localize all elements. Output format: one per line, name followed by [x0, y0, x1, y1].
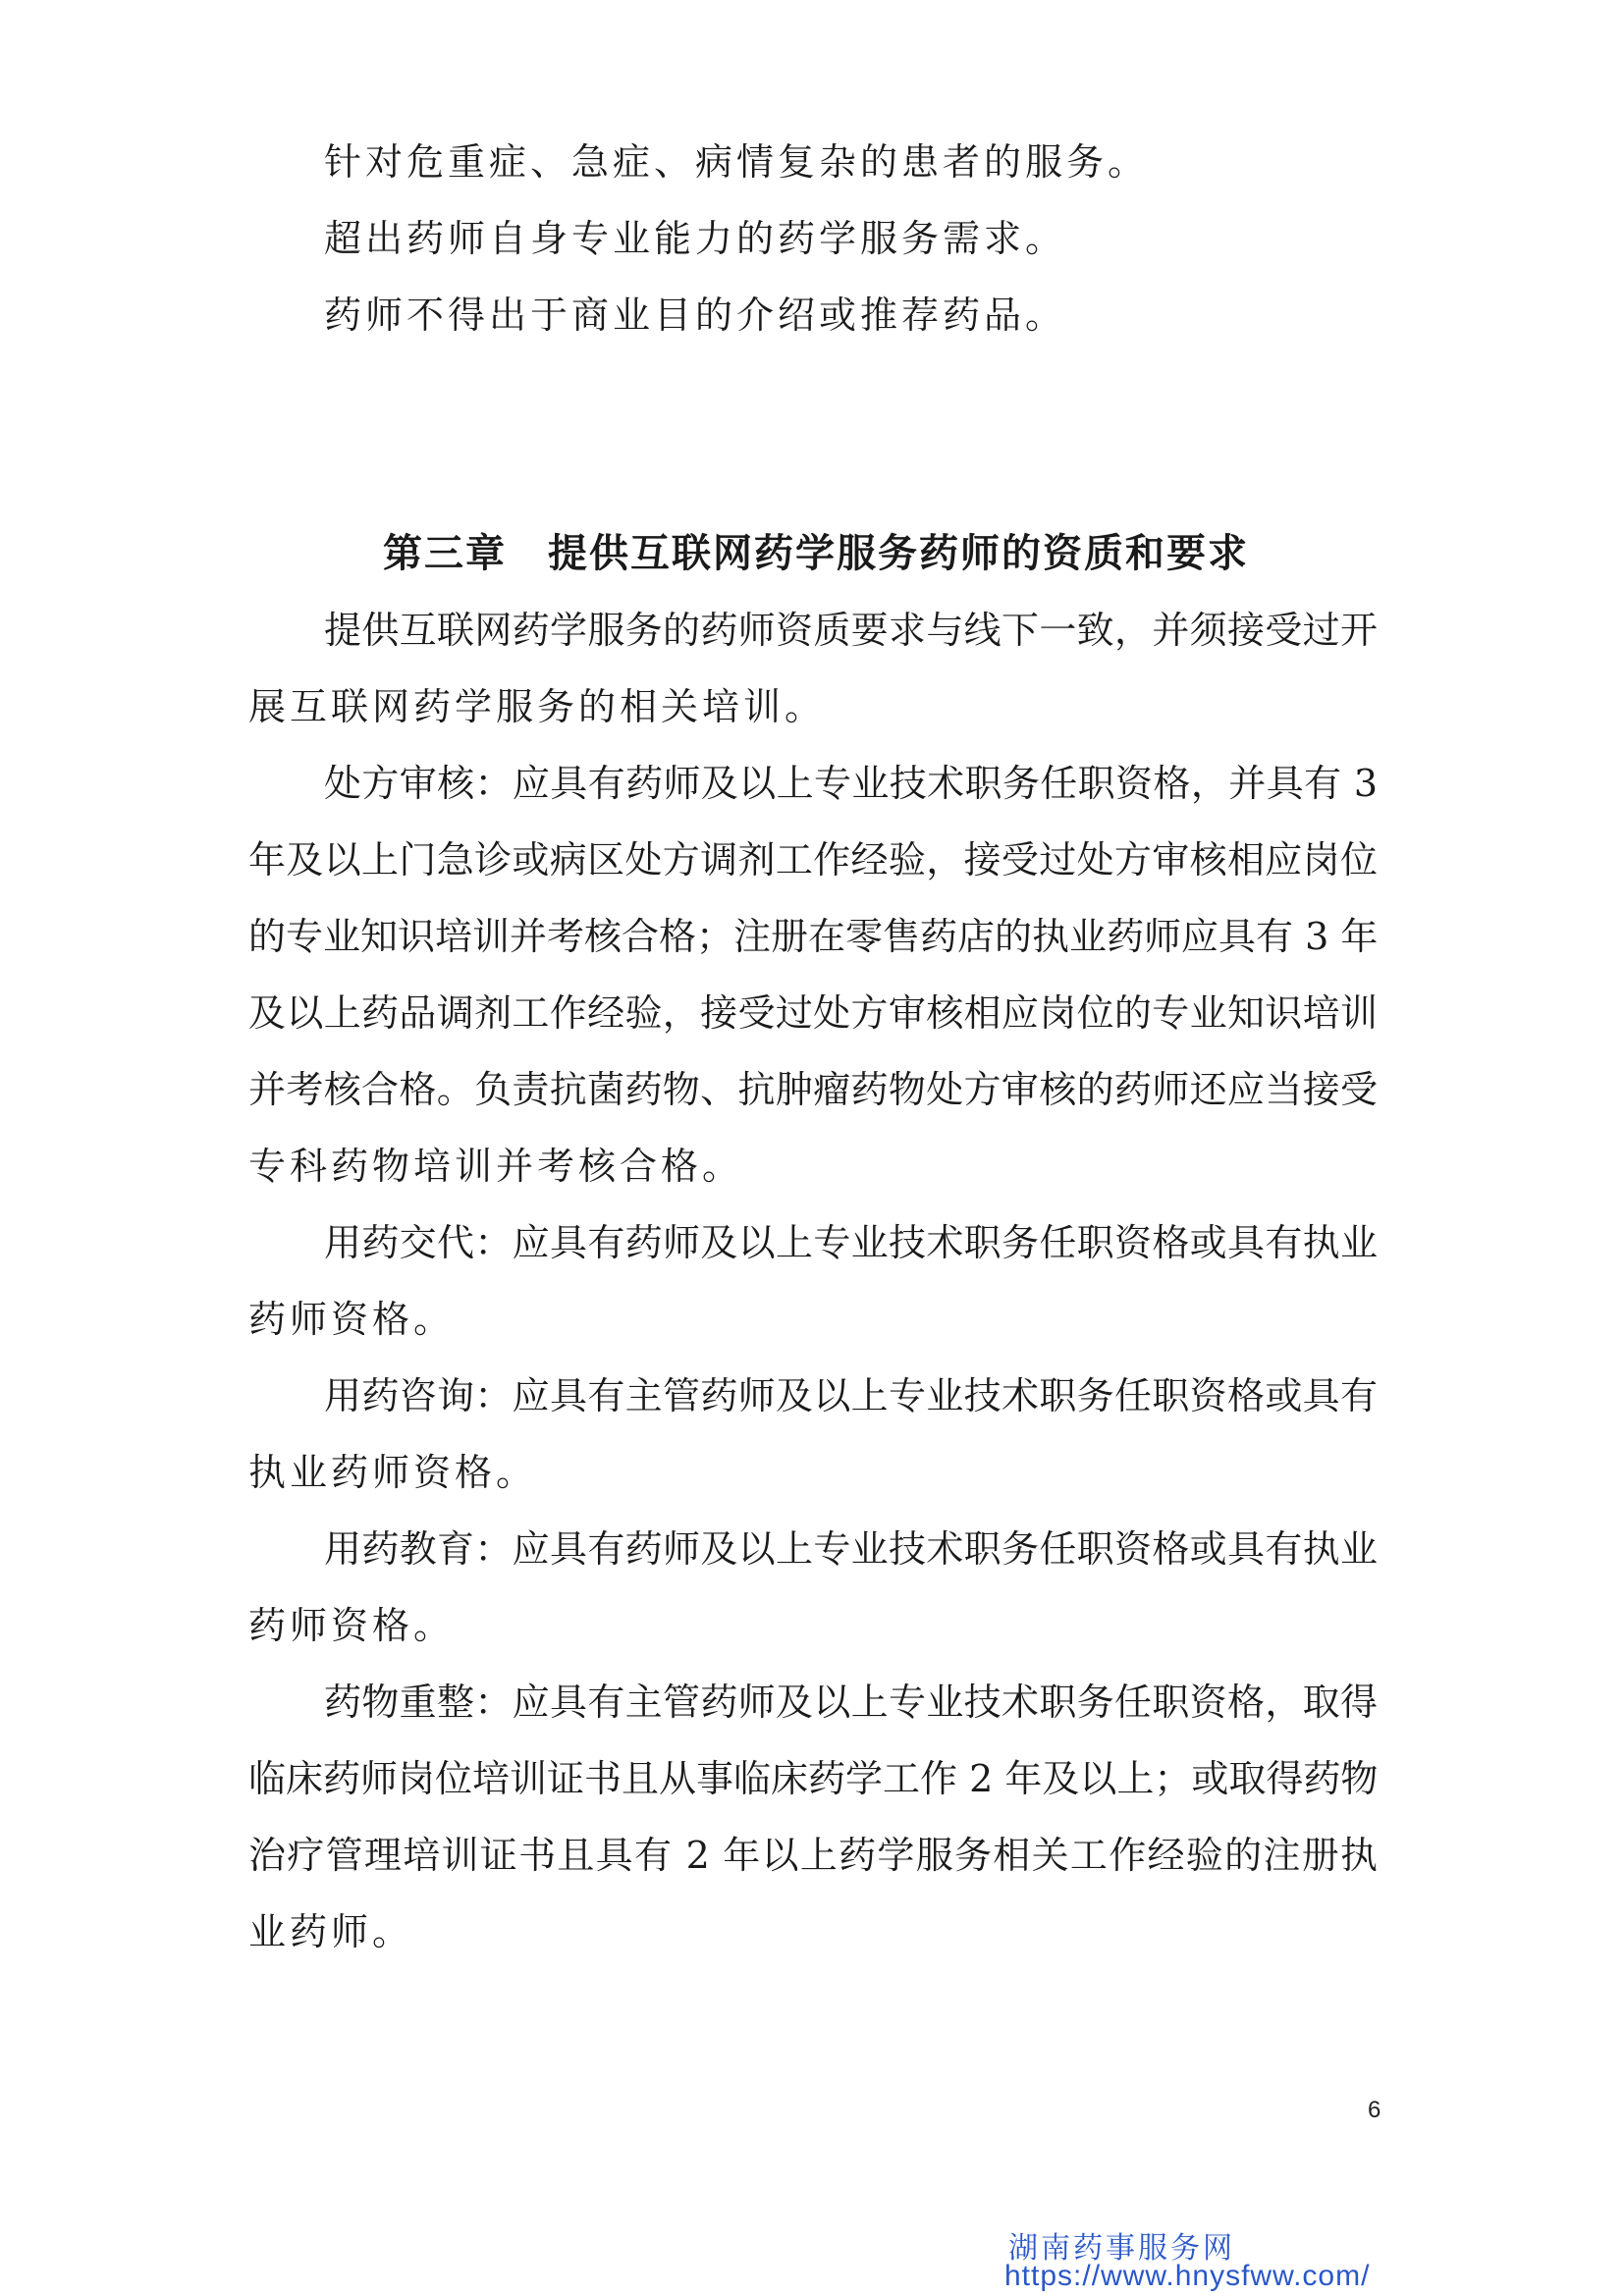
intro-line-3: 药师不得出于商业目的介绍或推荐药品。: [324, 294, 1067, 337]
paragraph-line: 用药交代：应具有药师及以上专业技术职务任职资格或具有执业: [324, 1221, 1378, 1264]
footer-site-url[interactable]: https://www.hnysfww.com/: [1004, 2260, 1371, 2292]
intro-line-1: 针对危重症、急症、病情复杂的患者的服务。: [324, 140, 1150, 184]
intro-line-2: 超出药师自身专业能力的药学服务需求。: [324, 217, 1067, 260]
chapter-title: 第三章 提供互联网药学服务药师的资质和要求: [383, 531, 1249, 576]
paragraph-line: 展互联网药学服务的相关培训。: [248, 685, 827, 728]
page-number: 6: [1368, 2097, 1381, 2123]
paragraph-line: 药师资格。: [248, 1298, 456, 1341]
footer-site-name[interactable]: 湖南药事服务网: [1008, 2231, 1235, 2266]
paragraph-line: 处方审核：应具有药师及以上专业技术职务任职资格，并具有 3: [324, 762, 1378, 805]
paragraph-line: 治疗管理培训证书且具有 2 年以上药学服务相关工作经验的注册执: [248, 1834, 1378, 1877]
paragraph-line: 提供互联网药学服务的药师资质要求与线下一致，并须接受过开: [324, 609, 1378, 652]
paragraph-line: 药物重整：应具有主管药师及以上专业技术职务任职资格，取得: [324, 1681, 1378, 1724]
paragraph-line: 年及以上门急诊或病区处方调剂工作经验，接受过处方审核相应岗位: [248, 838, 1378, 881]
paragraph-line: 业药师。: [248, 1910, 414, 1953]
paragraph-line: 用药教育：应具有药师及以上专业技术职务任职资格或具有执业: [324, 1527, 1378, 1571]
paragraph-line: 的专业知识培训并考核合格；注册在零售药店的执业药师应具有 3 年: [248, 915, 1379, 958]
paragraph-line: 并考核合格。负责抗菌药物、抗肿瘤药物处方审核的药师还应当接受: [248, 1068, 1378, 1111]
paragraph-line: 药师资格。: [248, 1604, 456, 1647]
paragraph-line: 执业药师资格。: [248, 1451, 538, 1494]
paragraph-line: 用药咨询：应具有主管药师及以上专业技术职务任职资格或具有: [324, 1374, 1378, 1417]
paragraph-line: 临床药师岗位培训证书且从事临床药学工作 2 年及以上；或取得药物: [248, 1757, 1379, 1800]
paragraph-line: 及以上药品调剂工作经验，接受过处方审核相应岗位的专业知识培训: [248, 991, 1378, 1035]
paragraph-line: 专科药物培训并考核合格。: [248, 1145, 744, 1188]
